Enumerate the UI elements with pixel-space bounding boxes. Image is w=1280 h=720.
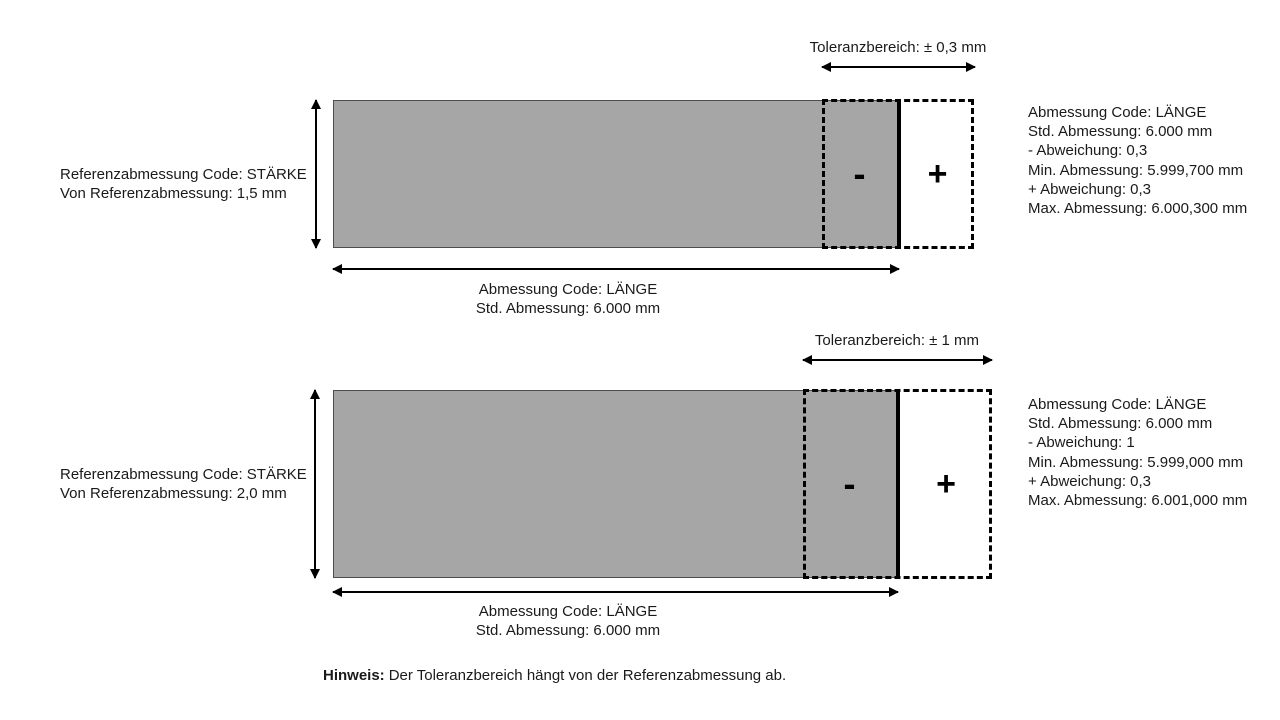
reference-dimension-label [60,465,307,503]
detail-line: - Abweichung: 0,3 [1028,142,1148,160]
tolerance-range-label: Toleranzbereich: ± 0,3 mm [809,39,987,56]
dimension-details-block [1028,395,1247,510]
reference-value-line: Von Referenzabmessung: 2,0 mm [60,485,287,502]
note [323,666,786,685]
length-code-line: Abmessung Code: LÄNGE [478,281,658,298]
reference-dimension-label [60,165,307,203]
length-arrow [333,591,898,593]
detail-line: - Abweichung: 1 [1028,434,1135,452]
tolerance-range-arrow [803,359,992,361]
detail-line: Std. Abmessung: 6.000 mm [1028,123,1213,141]
detail-line: + Abweichung: 0,3 [1028,472,1152,490]
detail-line: Min. Abmessung: 5.999,700 mm [1028,161,1244,179]
nominal-edge-line [896,389,900,579]
detail-line: Abmessung Code: LÄNGE [1028,396,1207,413]
detail-line: Std. Abmessung: 6.000 mm [1028,415,1213,433]
minus-zone-label: - [843,463,856,504]
length-arrow [333,268,899,270]
plus-zone-label: + [927,154,948,193]
length-dimension-label [418,280,718,318]
dimension-details-block [1028,103,1247,218]
nominal-edge-line [897,99,901,249]
reference-value-line: Von Referenzabmessung: 1,5 mm [60,185,287,202]
length-code-line: Abmessung Code: LÄNGE [478,603,658,620]
reference-code-line: Referenzabmessung Code: STÄRKE [60,466,307,483]
thickness-arrow [314,390,316,578]
detail-line: + Abweichung: 0,3 [1028,180,1152,198]
minus-zone-label: - [853,153,866,194]
detail-line: Min. Abmessung: 5.999,000 mm [1028,453,1244,471]
detail-line: Max. Abmessung: 6.001,000 mm [1028,492,1248,510]
length-dimension-label [418,602,718,640]
plus-zone-label: + [936,464,956,503]
tolerance-range-arrow [822,66,975,68]
reference-code-line: Referenzabmessung Code: STÄRKE [60,166,307,183]
length-value-line: Std. Abmessung: 6.000 mm [475,622,661,639]
part-body-rectangle [333,100,899,248]
note-label: Hinweis: [323,667,385,684]
diagram-bottom [0,330,1280,660]
thickness-arrow [315,100,317,248]
note-text: Der Toleranzbereich hängt von der Referenzabmessung ab. [388,667,787,684]
diagram-top [0,0,1280,330]
length-value-line: Std. Abmessung: 6.000 mm [475,300,661,317]
tolerance-range-label: Toleranzbereich: ± 1 mm [814,332,980,349]
detail-line: Abmessung Code: LÄNGE [1028,104,1207,121]
detail-line: Max. Abmessung: 6.000,300 mm [1028,200,1248,218]
